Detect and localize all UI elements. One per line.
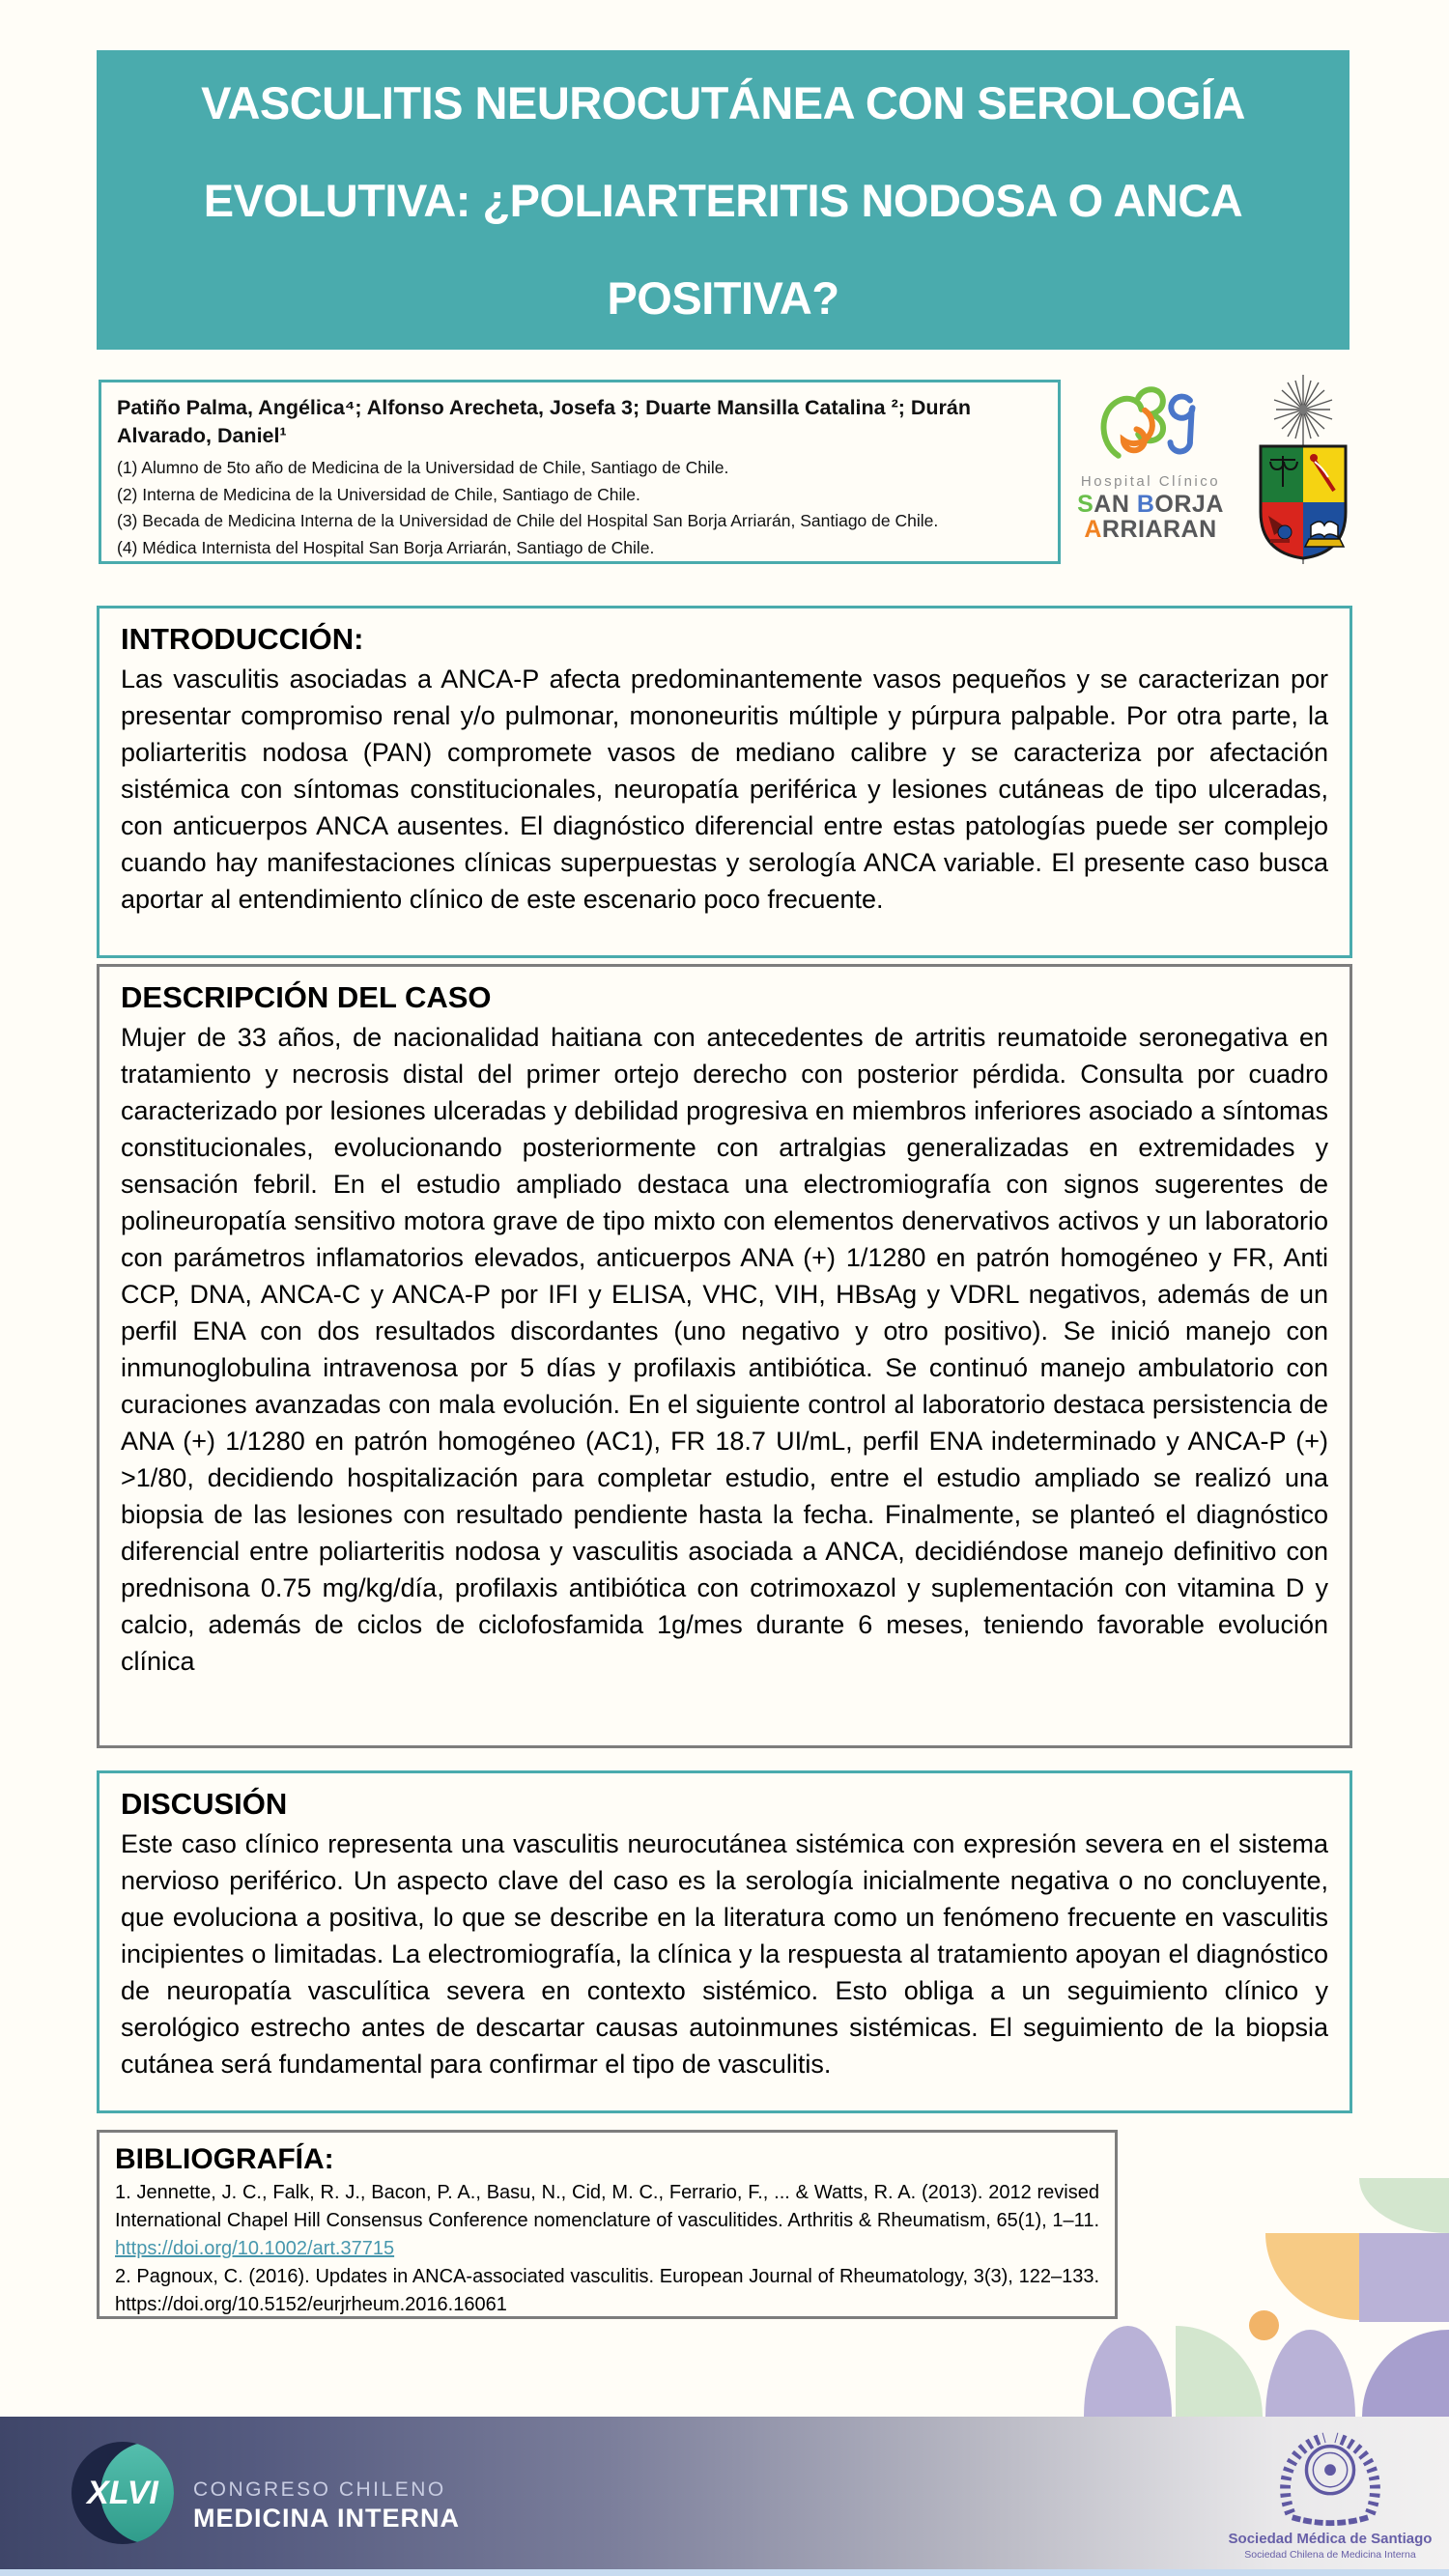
society-subname: Sociedad Chilena de Medicina Interna (1244, 2549, 1416, 2561)
section-discusion (97, 1770, 1352, 2113)
section-introduccion (97, 606, 1352, 958)
badge-numeral: XLVI (87, 2474, 158, 2511)
caso-body: Mujer de 33 años, de nacionalidad haitiana con antecedentes de artritis reumatoide seronegativa en tratamiento y necrosis distal del primer ortejo derecho con posterior pérdida. Consulta por cuadro caracterizado por lesiones ulceradas y debilidad progresiva en miembros inferiores asociado a síntomas constitucionales, evolucionando posteriormente con artralgias generalizadas en extremidades y sensación febril. En el estudio ampliado destaca una electromiografía con signos sugerentes de polineuropatía sensitivo motora grave de tipo mixto con elementos denervativos activos y un laboratorio con parámetros inflamatorios elevados, anticuerpos ANA (+) 1/1280 en patrón homogéneo y FR, Anti CCP, DNA, ANCA-C y ANCA-P por IFI y ELISA, VHC, VIH, HBsAg y VDRL negativos, además de un perfil ENA con dos resultados discordantes (uno negativo y otro positivo). Se inició manejo con inmunoglobulina intravenosa por 5 días y profilaxis antibiótica. Se continuó manejo ambulatorio con curaciones avanzadas con mala evolución. En el siguiente control al laboratorio destaca persistencia de ANA (+) 1/1280 en patrón homogéneo (AC1), FR 18.7 UI/mL, perfil ENA indeterminado y ANCA-P (+) >1/80, decidiendo hospitalización para completar estudio, entre el estudio ampliado se realizó una biopsia de las lesiones con resultado pendiente hasta la fecha. Finalmente, se planteó el diagnóstico diferencial entre poliarteritis nodosa y vasculitis asociada a ANCA, decidiéndose manejo definitivo con prednisona 0.75 mg/kg/día, profilaxis antibiótica con cotrimoxazol y suplementación con vitamina D y calcio, además de ciclos de ciclofosfamida 1g/mes durante 6 meses, teniendo favorable evolución clínica (121, 1023, 1328, 1676)
congress-line1: CONGRESO CHILENO (193, 2478, 446, 2501)
reference-1: 1. Jennette, J. C., Falk, R. J., Bacon, P. A., Basu, N., Cid, M. C., Ferrario, F., ... & Watts, R. A. (2013). 2012 revised International Chapel Hill Consensus Conference nomenclature of vasculitides. Arthritis & Rheumatism, 65(1), 1–11. https://doi.org/10.1002/art.37715 (115, 2182, 1099, 2259)
decor-lavender-dome-3 (1362, 2330, 1449, 2417)
authors-box (99, 380, 1061, 564)
authors-names: Patiño Palma, Angélica⁴; Alfonso Arecheta, Josefa 3; Duarte Mansilla Catalina ²; Durán Alvarado, Daniel¹ (117, 396, 971, 447)
introduccion-heading: INTRODUCCIÓN: (121, 622, 364, 656)
footer-bottom-strip (0, 2569, 1449, 2576)
hospital-figures-icon (1089, 380, 1212, 472)
xlvi-congress-badge-icon (71, 2442, 174, 2544)
decor-orange-quarter (1265, 2233, 1359, 2320)
affiliation-3: (3) Becada de Medicina Interna de la Universidad de Chile del Hospital San Borja Arriarán, Santiago de Chile. (117, 511, 939, 530)
title-line-1: VASCULITIS NEUROCUTÁNEA CON SEROLOGÍA (201, 76, 1245, 128)
hospital-logo-line1: Hospital Clínico (1080, 473, 1221, 490)
affiliation-1: (1) Alumno de 5to año de Medicina de la Universidad de Chile, Santiago de Chile. (117, 458, 729, 477)
hospital-logo-line3: ARRIARAN (1084, 516, 1217, 543)
decor-green-quarter-top (1359, 2178, 1449, 2233)
congress-wordmark (193, 2477, 460, 2534)
congress-footer (0, 2417, 1449, 2569)
hospital-logo-line2: SAN BORJA (1077, 491, 1224, 518)
affiliation-2: (2) Interna de Medicina de la Universidad de Chile, Santiago de Chile. (117, 484, 640, 504)
section-descripcion-del-caso (97, 964, 1352, 1748)
discusion-body: Este caso clínico representa una vasculitis neurocutánea sistémica con expresión severa en el sistema nervioso periférico. Un aspecto clave del caso es la serología inicialmente negativa o no concluyente, que evoluciona a positiva, lo que se describe en la literatura como un fenómeno frecuente en vasculitis incipientes o limitadas. La electromiografía, la clínica y la respuesta al tratamiento apoyan el diagnóstico de neuropatía vasculítica severa en contexto sistémico. Esto obliga a un seguimiento clínico y serológico estrecho antes de descartar causas autoinmunes sistémicas. El seguimiento de la biopsia cutánea será fundamental para confirmar el tipo de vasculitis. (121, 1829, 1328, 2079)
decor-orange-dot (1249, 2310, 1279, 2340)
universidad-de-chile-shield-icon (1251, 373, 1355, 570)
decor-lavender-square (1359, 2233, 1449, 2322)
reference-2: 2. Pagnoux, C. (2016). Updates in ANCA-associated vasculitis. European Journal of Rheumatology, 3(3), 122–133. https://doi.org/10.5152/eurjrheum.2016.16061 (115, 2266, 1099, 2315)
poster-title-banner (97, 50, 1350, 350)
decor-lavender-dome-1 (1084, 2326, 1172, 2417)
sociedad-medica-logo (1219, 2426, 1441, 2562)
hospital-san-borja-logo (1075, 380, 1226, 569)
affiliation-4: (4) Médica Internista del Hospital San Borja Arriarán, Santiago de Chile. (117, 537, 655, 557)
doi-link[interactable]: https://doi.org/10.1002/art.37715 (115, 2238, 395, 2259)
society-name: Sociedad Médica de Santiago (1228, 2531, 1433, 2547)
laurel-wreath-seal-icon (1260, 2426, 1401, 2531)
decor-green-quarter-bottom (1176, 2326, 1263, 2417)
bibliografia-heading: BIBLIOGRAFÍA: (115, 2143, 334, 2175)
decor-lavender-dome-2 (1265, 2330, 1355, 2417)
title-line-2: EVOLUTIVA: ¿POLIARTERITIS NODOSA O ANCA (203, 174, 1243, 226)
introduccion-body: Las vasculitis asociadas a ANCA-P afecta predominantemente vasos pequeños y se caracterizan por presentar compromiso renal y/o pulmonar, mononeuritis múltiple y púrpura palpable. Por otra parte, la poliarteritis nodosa (PAN) compromete vasos de mediano calibre y se caracteriza por afectación sistémica con síntomas constitucionales, neuropatía periférica y lesiones cutáneas de tipo ulceradas, con anticuerpos ANCA ausentes. El diagnóstico diferencial entre estas patologías puede ser complejo cuando hay manifestaciones clínicas superpuestas y serología ANCA variable. El presente caso busca aportar al entendimiento clínico de este escenario poco frecuente. (121, 665, 1328, 914)
discusion-heading: DISCUSIÓN (121, 1787, 288, 1821)
title-line-3: POSITIVA? (607, 271, 839, 324)
congress-line2: MEDICINA INTERNA (193, 2504, 460, 2533)
caso-heading: DESCRIPCIÓN DEL CASO (121, 980, 492, 1014)
section-bibliografia (97, 2130, 1118, 2319)
